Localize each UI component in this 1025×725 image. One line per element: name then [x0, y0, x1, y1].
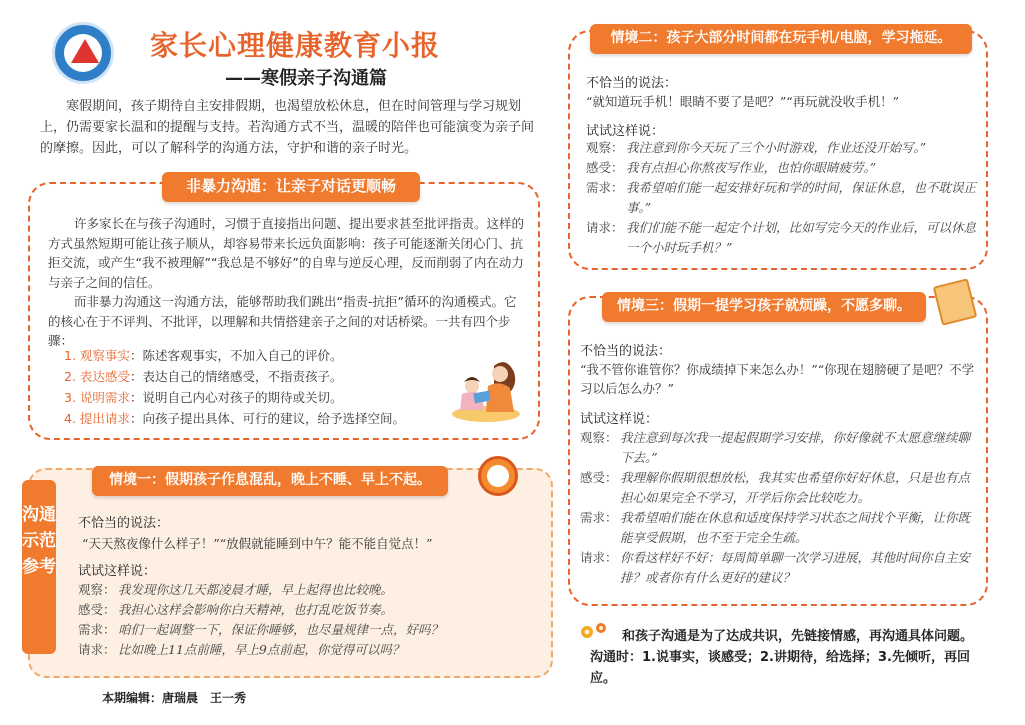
suggestion-line: 感受： 我担心这样会影响你白天精神，也打乱吃饭节奏。 [78, 602, 394, 617]
suggestion-line: 请求： 我们们能不能一起定个计划，比如写完今天的作业后，可以休息一个小时玩手机？” [586, 220, 977, 255]
intro-paragraph: 寒假期间，孩子期待自主安排假期，也渴望放松休息，但在时间管理与学习规划上，仍需要家长温和的提醒与支持。若沟通方式不当，温暖的陪伴也可能演变为亲子间的摩擦。因此，可以了解科学的沟通方法，守护和谐的亲子时光。 [40, 99, 535, 156]
suggestion-line: 观察： 我注意到每次我一提起假期学习安排，你好像就不太愿意继续聊下去。” [580, 430, 971, 465]
case2-try-label: 试试这样说： [586, 124, 665, 139]
case1-wrong-quote: “天天熬夜像什么样子！”“放假就能睡到中午？能不能自觉点！” [82, 536, 433, 551]
nvc-paragraph-1: 许多家长在与孩子沟通时，习惯于直接指出问题、提出要求甚至批评指责。这样的方式虽然短期可能让孩子顺从，却容易带来长远负面影响：孩子可能逐渐关闭心门、抗拒交流，或产生“我不被理解”“我总是不够好”的自卑与逆反心理，反而削弱了内在动力与亲子之间的信任。 [48, 216, 525, 290]
suggestion-line: 观察： 我注意到你今天玩了三个小时游戏，作业还没开始写。” [586, 140, 927, 155]
sidebar-label: 沟通示范参考 [22, 480, 56, 654]
suggestion-line: 需求： 咱们一起调整一下，保证你睡够，也尽量规律一点，好吗？ [78, 622, 444, 637]
suggestion-line: 感受： 我有点担心你熬夜写作业，也怕你眼睛疲劳。” [586, 160, 877, 175]
page-title: 家长心理健康教育小报 [150, 29, 441, 62]
case2-wrong-label: 不恰当的说法： [586, 76, 678, 91]
suggestion-line: 观察： 我发现你这几天都凌晨才睡，早上起得也比较晚。 [78, 582, 394, 597]
case2-wrong-quote: “就知道玩手机！眼睛不要了是吧？”“再玩就没收手机！” [586, 94, 900, 109]
alarm-clock-icon [478, 456, 518, 496]
case3-wrong-label: 不恰当的说法： [580, 344, 672, 359]
case1-banner: 情境一：假期孩子作息混乱，晚上不睡、早上不起。 [92, 466, 448, 496]
case3-suggestions [580, 428, 978, 588]
suggestion-line: 需求： 我希望咱们能在休息和适度保持学习状态之间找个平衡，让你既能享受假期，也不至于完全生疏。 [580, 510, 971, 545]
suggestion-line: 感受： 我理解你假期很想放松，我其实也希望你好好休息，只是也有点担心如果完全不学习，开学后你会比较吃力。 [580, 470, 971, 505]
nvc-paragraph-2: 而非暴力沟通这一沟通方法，能够帮助我们跳出“指责-抗拒”循环的沟通模式。它的核心在于不评判、不批评，以理解和共情搭建亲子之间的对话桥梁。一共有四个步骤： [48, 294, 517, 348]
mother-child-reading-illustration [448, 352, 522, 424]
nvc-steps [64, 345, 424, 429]
case2-suggestions [586, 138, 978, 258]
nvc-step: 4. 提出请求：向孩子提出具体、可行的建议，给予选择空间。 [64, 411, 405, 426]
nvc-step: 1. 观察事实：陈述客观事实，不加入自己的评价。 [64, 348, 343, 363]
case3-wrong-quote: “我不管你谁管你？你成绩掉下来怎么办！”“你现在翅膀硬了是吧？不学习以后怎么办？” [580, 362, 975, 396]
case1-wrong-label: 不恰当的说法： [78, 516, 170, 531]
suggestion-line: 请求： 比如晚上11点前睡，早上9点前起，你觉得可以吗？ [78, 642, 405, 657]
nvc-step: 3. 说明需求：说明自己内心对孩子的期待或关切。 [64, 390, 343, 405]
case3-try-label: 试试这样说： [580, 412, 659, 427]
nvc-banner: 非暴力沟通：让亲子对话更顺畅 [162, 172, 420, 202]
case3-banner: 情境三：假期一提学习孩子就烦躁，不愿多聊。 [602, 292, 926, 322]
case1-suggestions [78, 580, 548, 660]
summary-text: 和孩子沟通是为了达成共识，先链接情感，再沟通具体问题。沟通时：1.说事实，谈感受；2.讲期待，给选择；3.先倾听，再回应。 [590, 629, 974, 686]
page-subtitle: ——寒假亲子沟通篇 [225, 68, 387, 89]
suggestion-line: 请求： 你看这样好不好：每周简单聊一次学习进展，其他时间你自主安排？或者你有什么更好的建议？ [580, 550, 971, 585]
case1-try-label: 试试这样说： [78, 564, 157, 579]
case2-banner: 情境二：孩子大部分时间都在玩手机/电脑，学习拖延。 [590, 24, 972, 54]
school-logo [52, 22, 114, 84]
nvc-step: 2. 表达感受：表达自己的情绪感受，不指责孩子。 [64, 369, 343, 384]
editor-credit: 本期编辑：唐瑞晨 王一秀 [102, 691, 247, 705]
suggestion-line: 需求： 我希望咱们能一起安排好玩和学的时间，保证休息，也不耽误正事。” [586, 180, 977, 215]
